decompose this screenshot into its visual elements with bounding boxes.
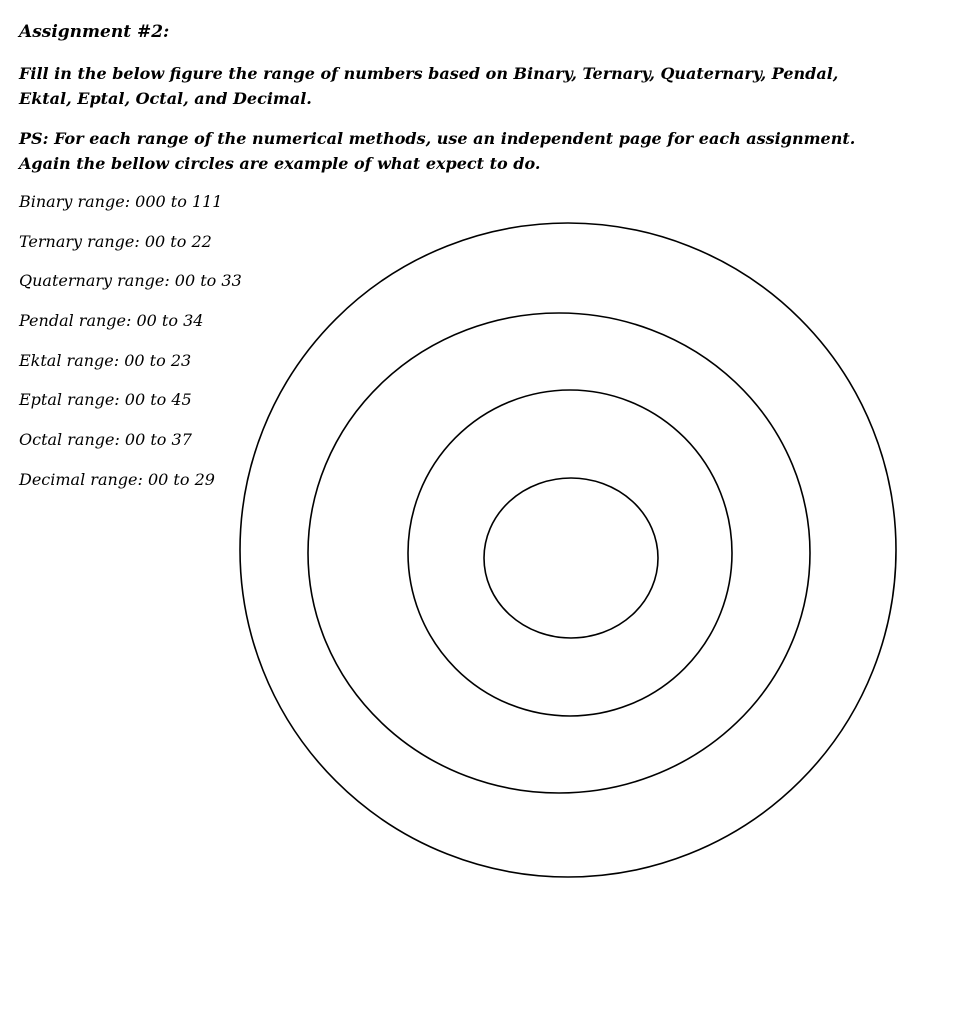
range-item-quaternary: Quaternary range: 00 to 33 (19, 271, 242, 291)
range-item-binary: Binary range: 000 to 111 (19, 192, 223, 211)
inner-ring (484, 478, 658, 638)
range-item-ternary: Ternary range: 00 to 22 (19, 231, 212, 251)
assignment-title: Assignment #2: (19, 22, 170, 42)
note-line-2: Again the bellow circles are example of what expect to do. (19, 154, 541, 173)
third-ring (408, 390, 732, 716)
range-item-pendal: Pendal range: 00 to 34 (19, 311, 204, 331)
outer-ring (240, 223, 896, 877)
note-line-1: PS: For each range of the numerical methods, use an independent page for each assignment. (19, 129, 856, 148)
range-item-decimal: Decimal range: 00 to 29 (19, 469, 215, 489)
instructions-line-2: Ektal, Eptal, Octal, and Decimal. (19, 89, 312, 108)
range-item-ektal: Ektal range: 00 to 23 (19, 350, 192, 370)
range-item-eptal: Eptal range: 00 to 45 (19, 390, 192, 410)
instructions-line-1: Fill in the below figure the range of numbers based on Binary, Ternary, Quaternary, Pendal, (19, 64, 839, 83)
second-ring (308, 313, 810, 793)
range-item-octal: Octal range: 00 to 37 (19, 430, 192, 450)
